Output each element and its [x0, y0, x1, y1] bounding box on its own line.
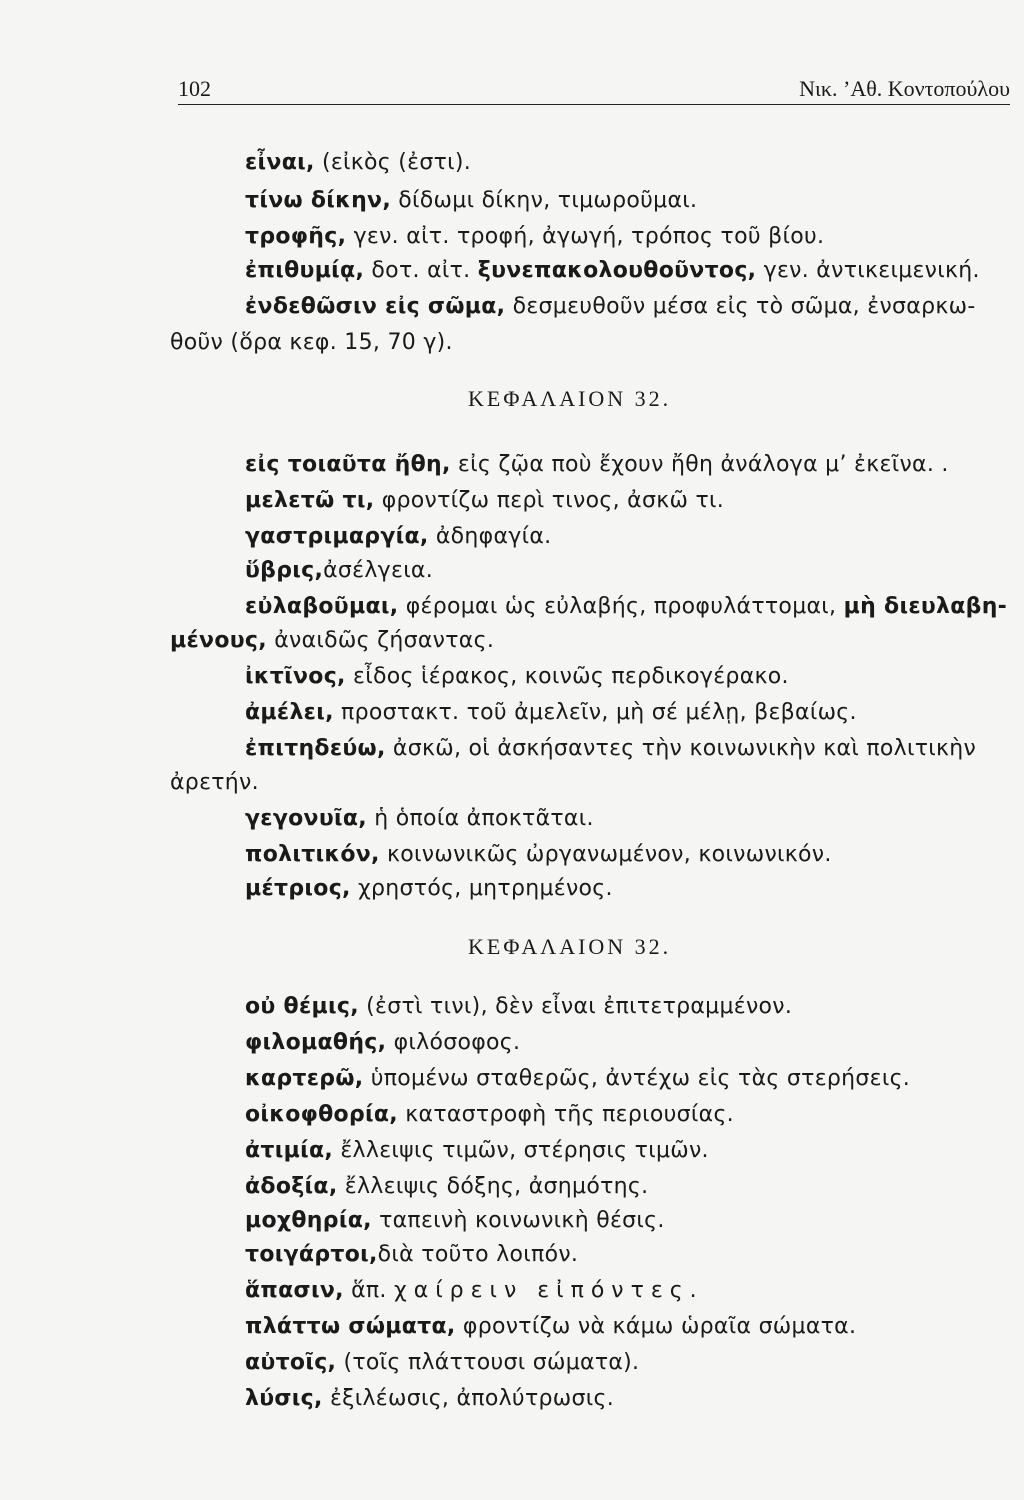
entry-line: [170, 330, 453, 355]
entry-term: τοιγάρτοι,: [245, 1242, 378, 1267]
entry-term: ἀδοξία,: [245, 1174, 338, 1199]
entry-gloss: φιλόσοφος.: [393, 1030, 521, 1055]
entry-gloss: διὰ τοῦτο λοιπόν.: [377, 1242, 579, 1267]
entry-term: φιλομαθής,: [245, 1030, 387, 1055]
entry-gloss: ἔλλειψις δόξης, ἀσημότης.: [344, 1174, 649, 1199]
entry-term: ξυνεπακολουθοῦντος,: [477, 258, 757, 283]
entry-term: μελετῶ τι,: [245, 488, 375, 513]
entry-term: μέτριος,: [245, 876, 351, 901]
entry-line: [245, 806, 594, 831]
entry-gloss: (ἐστὶ τινι), δὲν εἶναι ἐπιτετραμμένον.: [366, 994, 793, 1019]
entry-term: τίνω δίκην,: [245, 188, 391, 213]
entry-line: [170, 628, 494, 653]
entry-term: μοχθηρία,: [245, 1208, 372, 1233]
entry-line: [245, 842, 832, 867]
entry-gloss: φροντίζω νὰ κάμω ὡραῖα σώματα.: [462, 1314, 857, 1339]
entry-gloss: ἀρετήν.: [170, 770, 259, 795]
entry-term: αὐτοῖς,: [245, 1350, 337, 1375]
entry-line: [245, 1102, 734, 1127]
entry-line: [245, 1174, 648, 1199]
entry-term: ὕβρις,: [245, 558, 324, 583]
entry-gloss: φέρομαι ὡς εὐλαβής, προφυλάττομαι,: [405, 594, 837, 619]
entry-term: ἰκτῖνος,: [245, 664, 346, 689]
entry-gloss: ταπεινὴ κοινωνικὴ θέσις.: [379, 1208, 665, 1233]
entry-term: ἐπιτηδεύω,: [245, 736, 386, 761]
entry-gloss: θοῦν (ὅρα κεφ. 15, 70 γ).: [170, 330, 453, 355]
page-header: [178, 74, 1010, 105]
entry-gloss: ἔλλειψις τιμῶν, στέρησις τιμῶν.: [340, 1138, 709, 1163]
entry-gloss: δίδωμι δίκην, τιμωροῦμαι.: [398, 188, 698, 213]
chapter-heading: ΚΕΦΑΛΑΙΟΝ 32.: [468, 934, 672, 959]
entry-line: [245, 736, 976, 761]
entry-term: οὐ θέμις,: [245, 994, 359, 1019]
entry-term: πολιτικόν,: [245, 842, 380, 867]
entry-term: πλάττω σώματα,: [245, 1314, 456, 1339]
entry-term: γεγονυῖα,: [245, 806, 367, 831]
entry-term: οἰκοφθορία,: [245, 1102, 398, 1127]
entry-gloss: (εἰκὸς (ἐστι).: [321, 150, 472, 175]
entry-gloss: εἰς ζῷα ποὺ ἔχουν ἤθη ἀνάλογα μ’ ἐκεῖνα. .: [457, 452, 949, 477]
entry-line: [245, 1208, 665, 1233]
entry-line: [245, 188, 697, 213]
entry-term: ἀμέλει,: [245, 700, 334, 725]
entry-line: [245, 876, 613, 901]
entry-term: τροφῆς,: [245, 224, 347, 249]
entry-gloss: προστακτ. τοῦ ἀμελεῖν, μὴ σέ μέλῃ, βεβαίως.: [341, 700, 857, 725]
entry-term: λύσις,: [245, 1386, 323, 1411]
entry-line: [245, 488, 724, 513]
entry-gloss: ὑπομένω σταθερῶς, ἀντέχω εἰς τὰς στερήσεις.: [370, 1066, 911, 1091]
entry-line: [245, 994, 792, 1019]
entry-line: [245, 294, 976, 319]
entry-term: μὴ διευλαβη-: [843, 594, 1008, 619]
entry-line: [245, 258, 980, 283]
entry-term: καρτερῶ,: [245, 1066, 364, 1091]
entry-gloss: χρηστός, μητρημένος.: [358, 876, 613, 901]
entry-line: [245, 664, 789, 689]
entry-gloss: ἅπ.: [351, 1278, 387, 1303]
entry-gloss: ἀδηφαγία.: [435, 524, 552, 549]
entry-term: γαστριμαργία,: [245, 524, 429, 549]
entry-gloss: καταστροφὴ τῆς περιουσίας.: [405, 1102, 734, 1127]
entry-gloss: ἡ ὁποία ἀποκτᾶται.: [374, 806, 594, 831]
entry-gloss: κοινωνικῶς ὠργανωμένον, κοινωνικόν.: [387, 842, 832, 867]
entry-line: [170, 770, 259, 795]
entry-line: [245, 558, 433, 583]
entry-gloss: γεν. ἀντικειμενική.: [763, 258, 980, 283]
entry-line: [245, 700, 857, 725]
entry-term: εὐλαβοῦμαι,: [245, 594, 399, 619]
entry-gloss: (τοῖς πλάττουσι σώματα).: [343, 1350, 640, 1375]
running-title: Νικ. ’Αθ. Κοντοπούλου: [799, 76, 1010, 101]
entry-line: [245, 594, 1007, 619]
entry-gloss: δοτ. αἰτ.: [371, 258, 471, 283]
entry-line: [245, 1030, 520, 1055]
entry-line: [245, 1386, 614, 1411]
entry-line: [245, 1314, 856, 1339]
entry-term: μένους,: [170, 628, 267, 653]
entry-line: [245, 452, 949, 477]
entry-line: [245, 1242, 578, 1267]
entry-gloss: φροντίζω περὶ τινος, ἀσκῶ τι.: [381, 488, 725, 513]
entry-term: ἐνδεθῶσιν εἰς σῶμα,: [245, 294, 506, 319]
chapter-heading: ΚΕΦΑΛΑΙΟΝ 32.: [468, 386, 672, 411]
entry-gloss: εἶδος ἱέρακος, κοινῶς περδικογέρακο.: [353, 664, 789, 689]
entry-line: [245, 1066, 910, 1091]
entry-term: ἅπασιν,: [245, 1278, 344, 1303]
entry-term: ἐπιθυμίᾳ,: [245, 258, 365, 283]
entry-line: [245, 524, 551, 549]
entry-line: [245, 1350, 639, 1375]
entry-term: εἰς τοιαῦτα ἤθη,: [245, 452, 451, 477]
entry-spaced-phrase: χαίρειν εἰπόντες.: [394, 1278, 704, 1303]
entry-gloss: δεσμευθοῦν μέσα εἰς τὸ σῶμα, ἐνσαρκω-: [512, 294, 976, 319]
entry-line: [245, 150, 471, 175]
entry-gloss: ἐξιλέωσις, ἀπολύτρωσις.: [329, 1386, 614, 1411]
page-number: 102: [178, 76, 211, 101]
entry-term: εἶναι,: [245, 150, 315, 175]
entry-gloss: ἀναιδῶς ζήσαντας.: [274, 628, 495, 653]
entry-line: [245, 1138, 709, 1163]
entry-gloss: ἀσκῶ, οἱ ἀσκήσαντες τὴν κοινωνικὴν καὶ πολιτικὴν: [392, 736, 977, 761]
entry-gloss: ἀσέλγεια.: [323, 558, 434, 583]
entry-line: [245, 1278, 704, 1303]
entry-term: ἀτιμία,: [245, 1138, 334, 1163]
entry-gloss: γεν. αἰτ. τροφή, ἀγωγή, τρόπος τοῦ βίου.: [353, 224, 825, 249]
entry-line: [245, 224, 824, 249]
